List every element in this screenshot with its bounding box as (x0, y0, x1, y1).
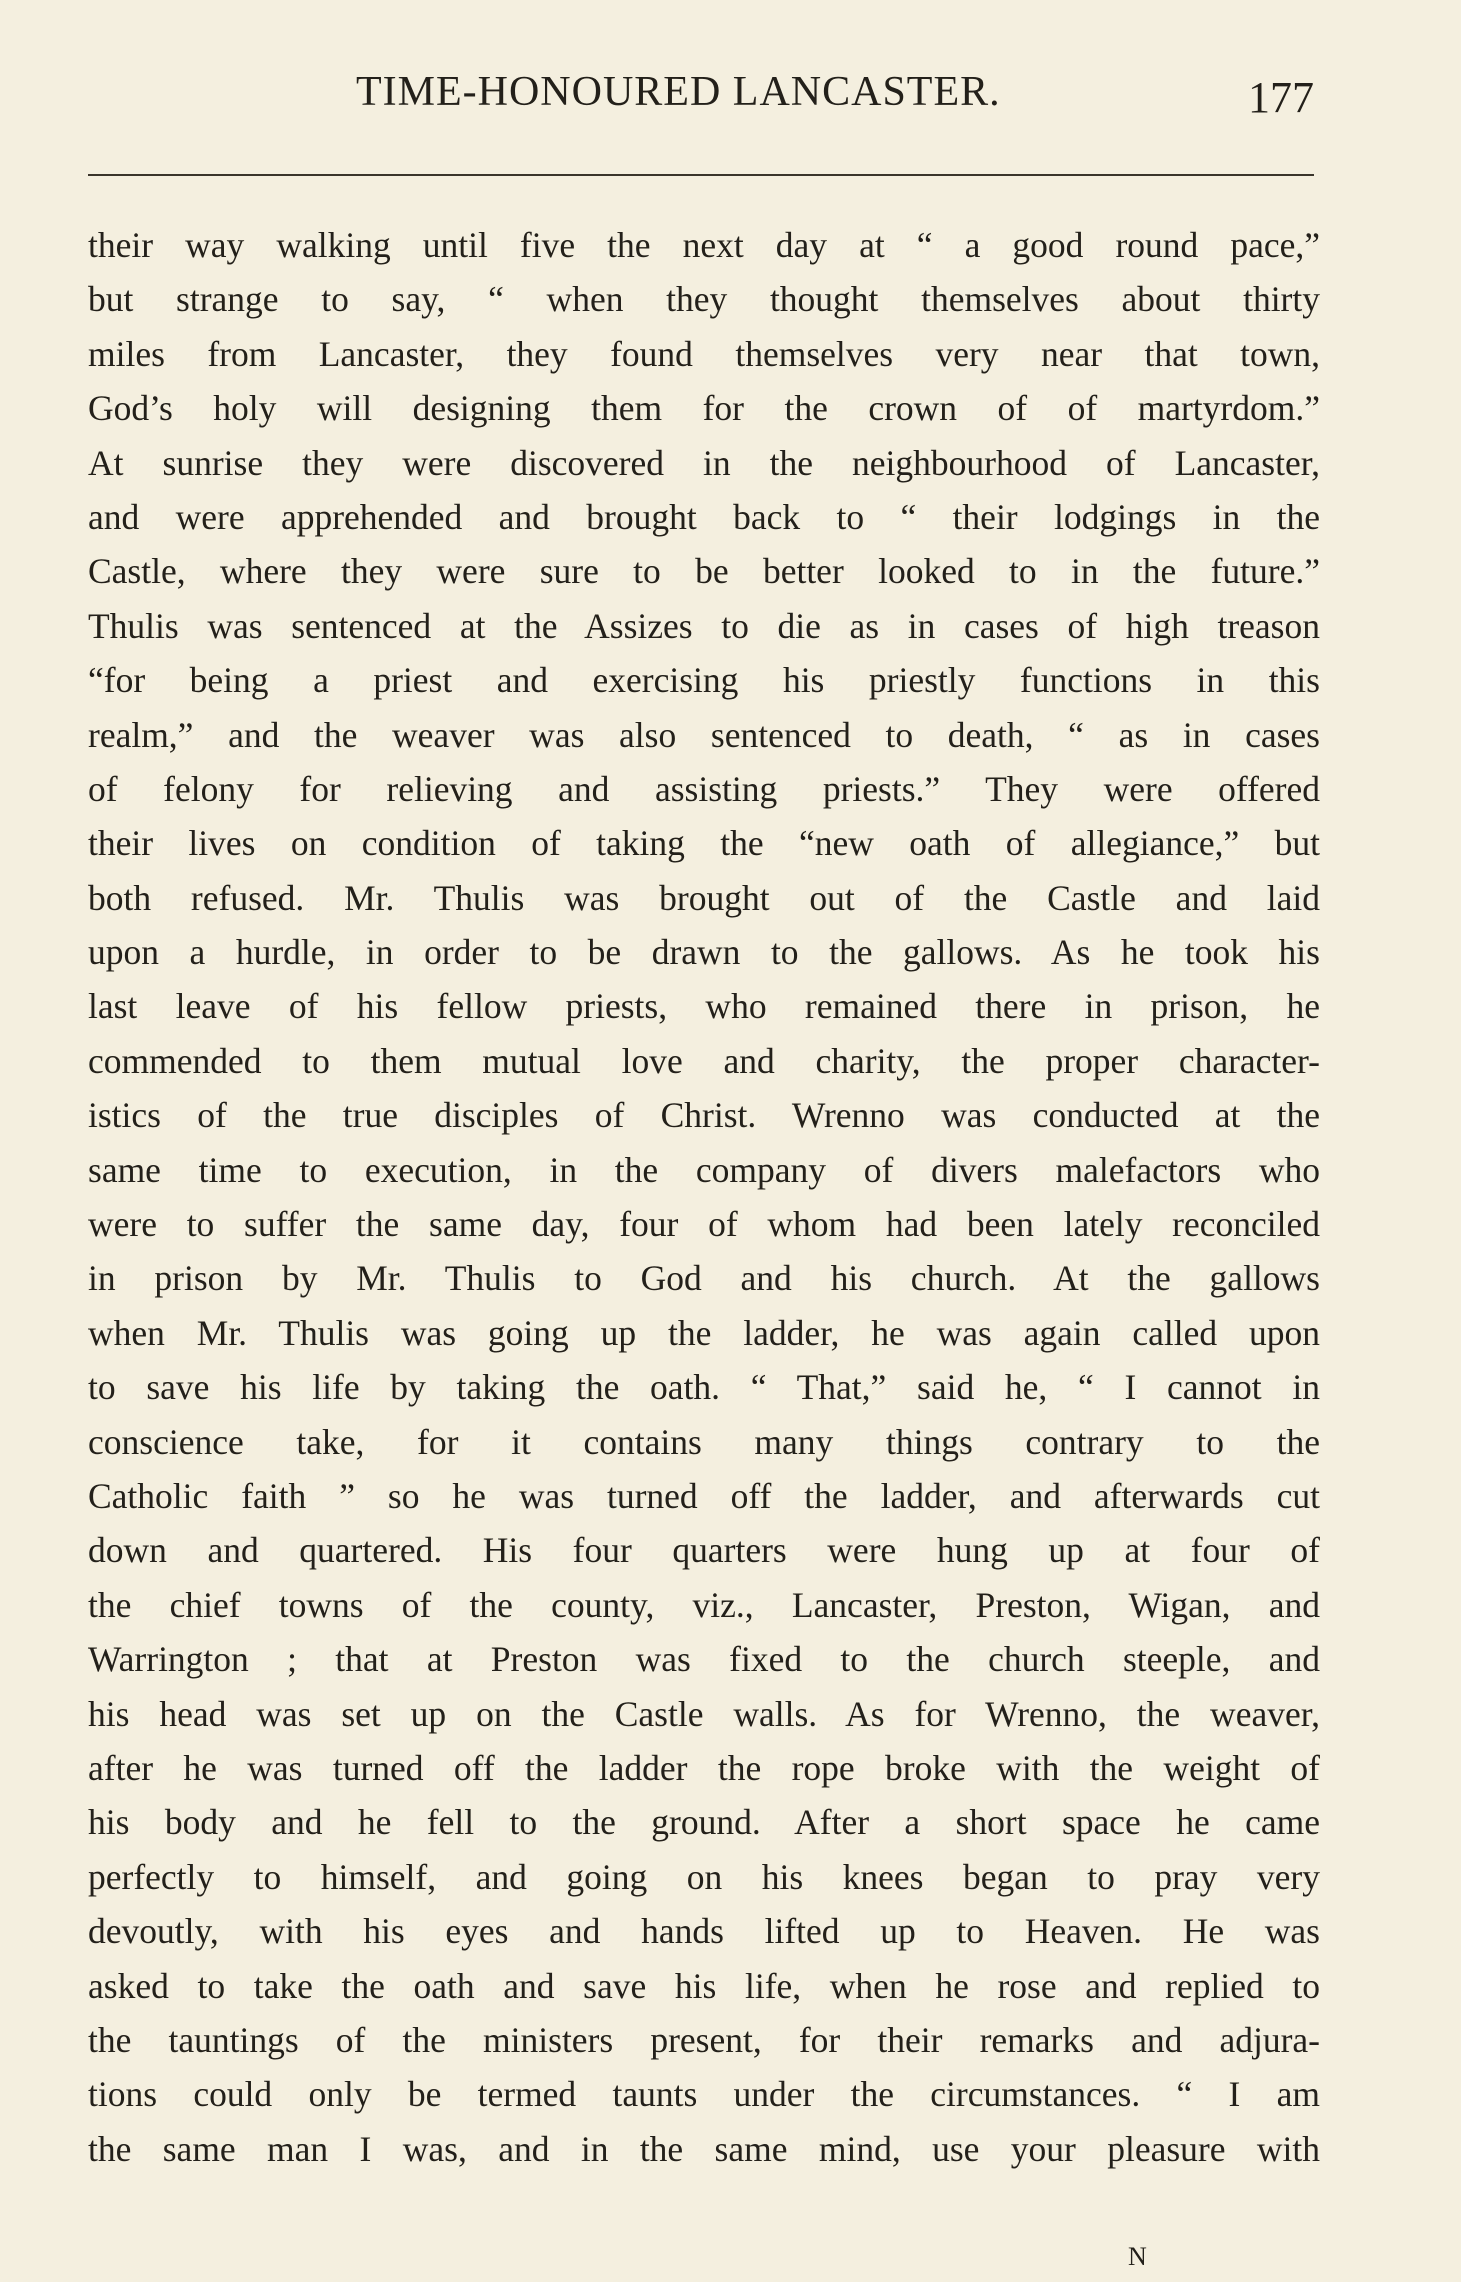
text-line: Warrington ; that at Preston was fixed to the church steeple, and (88, 1639, 1320, 1680)
text-line: tions could only be termed taunts under the circumstances. “ I am (88, 2074, 1320, 2115)
text-line: and were apprehended and brought back to “ their lodgings in the (88, 496, 1320, 537)
text-line: last leave of his fellow priests, who remained there in prison, he (88, 986, 1320, 1027)
text-line: but strange to say, “ when they thought themselves about thirty (88, 279, 1320, 320)
text-line: asked to take the oath and save his life, when he rose and replied to (88, 1965, 1320, 2006)
text-line: to save his life by taking the oath. “ That,” said he, “ I cannot in (88, 1367, 1320, 1408)
body-text (88, 218, 1320, 2176)
text-line: Catholic faith ” so he was turned off the ladder, and afterwards cut (88, 1475, 1320, 1516)
text-line: istics of the true disciples of Christ. Wrenno was conducted at the (88, 1095, 1320, 1136)
running-head (88, 68, 1314, 128)
text-line: his head was set up on the Castle walls. As for Wrenno, the weaver, (88, 1693, 1320, 1734)
text-line: At sunrise they were discovered in the neighbourhood of Lancaster, (88, 442, 1320, 483)
header-rule (88, 174, 1314, 176)
text-line: Castle, where they were sure to be better looked to in the future.” (88, 551, 1320, 592)
text-line: conscience take, for it contains many things contrary to the (88, 1421, 1320, 1462)
text-line: in prison by Mr. Thulis to God and his church. At the gallows (88, 1258, 1320, 1299)
text-line: after he was turned off the ladder the rope broke with the weight of (88, 1747, 1320, 1788)
text-line: both refused. Mr. Thulis was brought out of the Castle and laid (88, 877, 1320, 918)
text-line: their lives on condition of taking the “new oath of allegiance,” but (88, 823, 1320, 864)
text-line: “for being a priest and exercising his priestly functions in this (88, 660, 1320, 701)
text-line: devoutly, with his eyes and hands lifted up to Heaven. He was (88, 1911, 1320, 1952)
text-line: the same man I was, and in the same mind, use your pleasure with (88, 2128, 1320, 2169)
running-title: TIME-HONOURED LANCASTER. (356, 69, 1001, 115)
text-line: their way walking until five the next day at “ a good round pace,” (88, 225, 1320, 265)
text-line: miles from Lancaster, they found themselves very near that town, (88, 333, 1320, 374)
text-line: upon a hurdle, in order to be drawn to the gallows. As he took his (88, 932, 1320, 973)
text-line: of felony for relieving and assisting priests.” They were offered (88, 768, 1320, 809)
text-line: same time to execution, in the company of divers malefactors who (88, 1149, 1320, 1190)
text-line: the chief towns of the county, viz., Lancaster, Preston, Wigan, and (88, 1584, 1320, 1625)
text-line: his body and he fell to the ground. After a short space he came (88, 1802, 1320, 1843)
text-line: down and quartered. His four quarters were hung up at four of (88, 1530, 1320, 1571)
text-line: realm,” and the weaver was also sentenced to death, “ as in cases (88, 714, 1320, 755)
text-line: were to suffer the same day, four of whom had been lately reconciled (88, 1204, 1320, 1245)
text-line: when Mr. Thulis was going up the ladder, he was again called upon (88, 1312, 1320, 1353)
signature-mark: N (1128, 2242, 1148, 2271)
text-line: commended to them mutual love and charity, the proper character- (88, 1040, 1320, 1081)
text-line: God’s holy will designing them for the crown of of martyrdom.” (88, 388, 1320, 429)
text-line: Thulis was sentenced at the Assizes to die as in cases of high treason (88, 605, 1320, 646)
text-line: perfectly to himself, and going on his knees began to pray very (88, 1856, 1320, 1897)
text-line: the tauntings of the ministers present, for their remarks and adjura- (88, 2019, 1320, 2060)
page-number: 177 (1248, 73, 1314, 122)
